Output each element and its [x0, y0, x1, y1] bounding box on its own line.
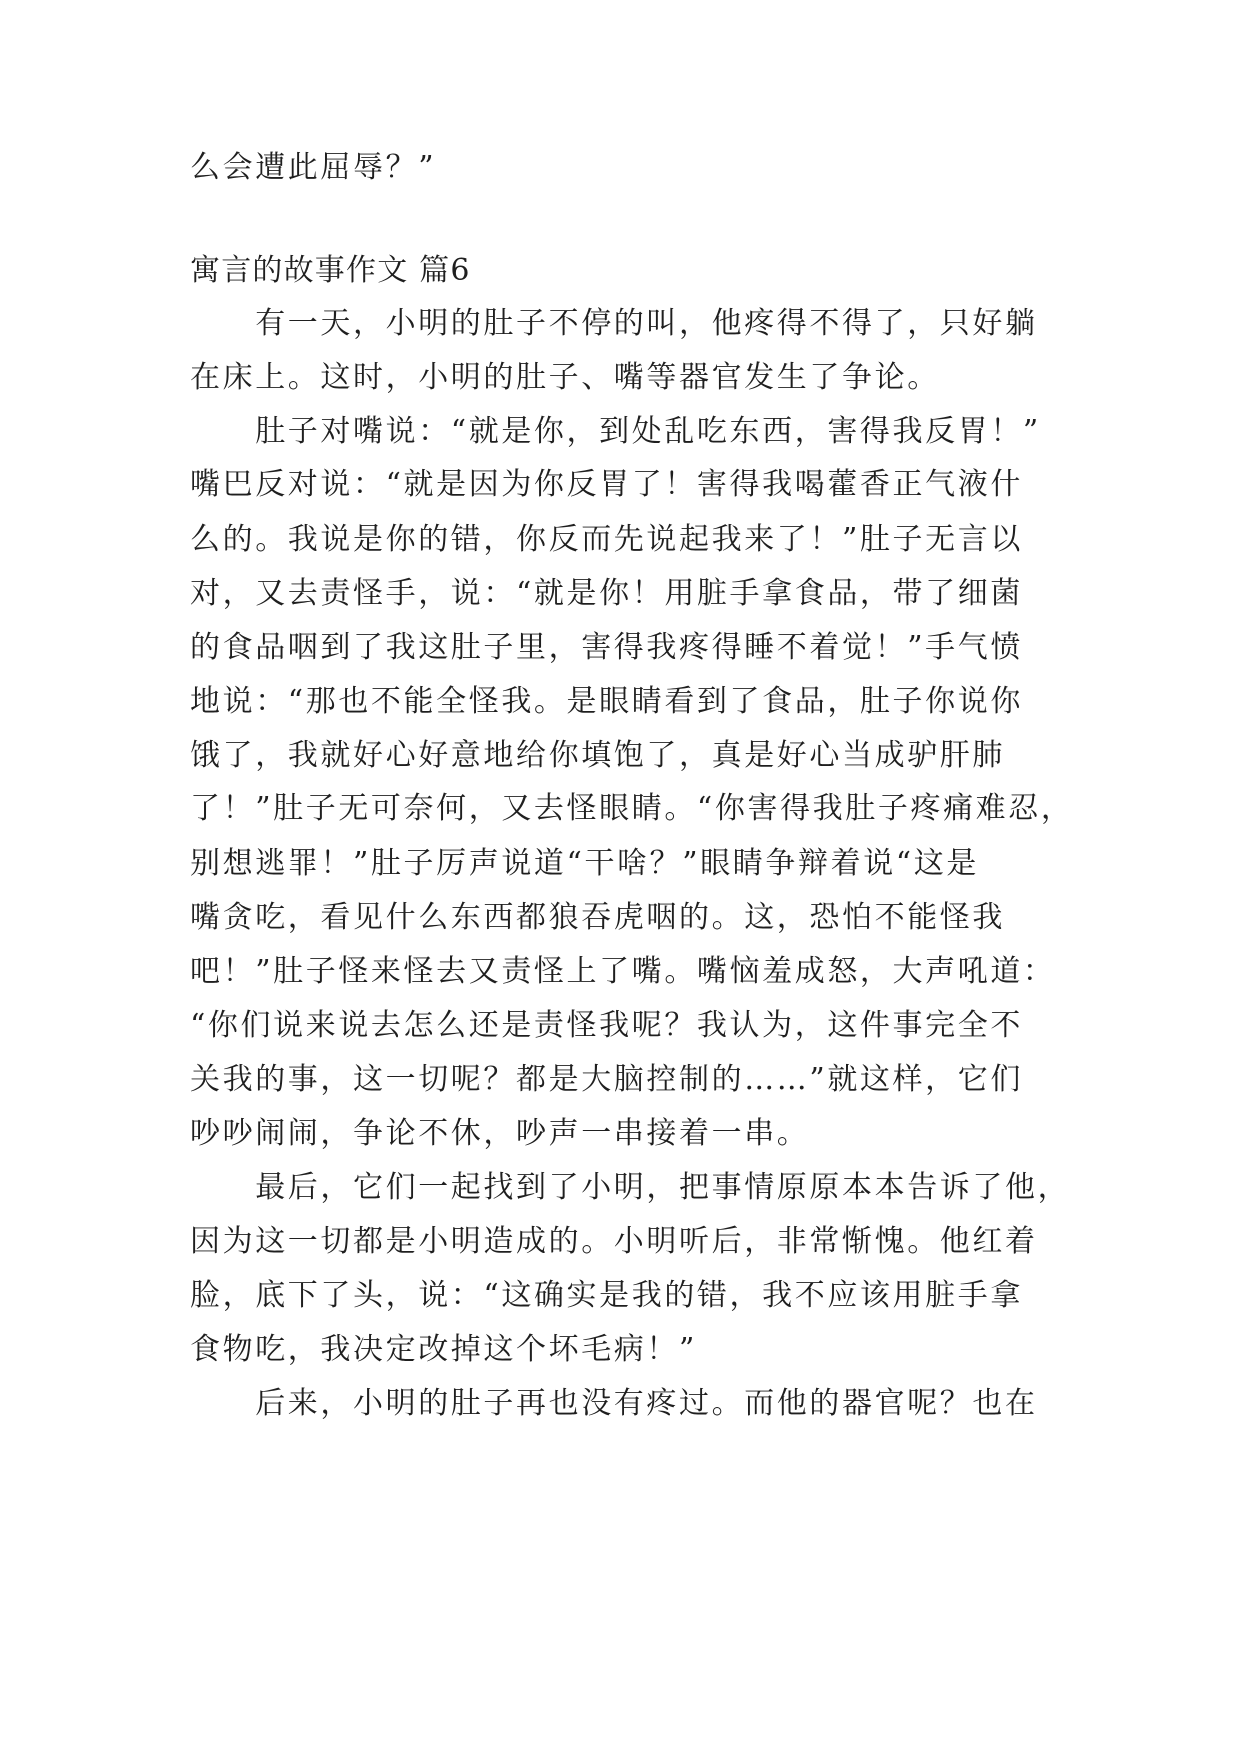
text-line: 嘴巴反对说：“就是因为你反胃了！害得我喝藿香正气液什 [190, 467, 1023, 502]
text-line: 关我的事，这一切呢？都是大脑控制的……”就这样，它们 [190, 1062, 1023, 1097]
text-line: “你们说来说去怎么还是责怪我呢？我认为，这件事完全不 [190, 1008, 1023, 1043]
text-line: 对，又去责怪手，说：“就是你！用脏手拿食品，带了细菌 [190, 576, 1023, 611]
text-line: 因为这一切都是小明造成的。小明听后，非常惭愧。他红着 [190, 1224, 1038, 1259]
text-line: 地说：“那也不能全怪我。是眼睛看到了食品，肚子你说你 [190, 684, 1023, 719]
text-line: 的食品咽到了我这肚子里，害得我疼得睡不着觉！”手气愤 [190, 630, 1023, 665]
text-line: 最后，它们一起找到了小明，把事情原原本本告诉了他， [190, 1170, 1071, 1205]
text-line: 有一天，小明的肚子不停的叫，他疼得不得了，只好躺 [190, 306, 1038, 341]
text-line: 吧！”肚子怪来怪去又责怪上了嘴。嘴恼羞成怒，大声吼道： [190, 954, 1056, 989]
text-line: 饿了，我就好心好意地给你填饱了，真是好心当成驴肝肺 [190, 738, 1005, 773]
text-line: 吵吵闹闹，争论不休，吵声一串接着一串。 [190, 1116, 810, 1151]
text-line: 脸，底下了头，说：“这确实是我的错，我不应该用脏手拿 [190, 1278, 1023, 1313]
text-line: 在床上。这时，小明的肚子、嘴等器官发生了争论。 [190, 360, 940, 395]
text-line: 食物吃，我决定改掉这个坏毛病！” [190, 1332, 697, 1367]
text-line: 肚子对嘴说：“就是你，到处乱吃东西，害得我反胃！” [190, 414, 1041, 449]
text-line: 别想逃罪！”肚子厉声说道“干啥？”眼睛争辩着说“这是 [190, 846, 979, 881]
text-line: 后来，小明的肚子再也没有疼过。而他的器官呢？也在 [190, 1386, 1038, 1421]
text-line: 了！”肚子无可奈何，又去怪眼睛。“你害得我肚子疼痛难忍， [190, 791, 1074, 826]
text-line: 么的。我说是你的错，你反而先说起我来了！”肚子无言以 [190, 522, 1023, 557]
section-heading: 寓言的故事作文 篇6 [190, 253, 471, 288]
text-line: 么会遭此屈辱？” [190, 150, 437, 185]
text-line: 嘴贪吃，看见什么东西都狼吞虎咽的。这，恐怕不能怪我 [190, 900, 1005, 935]
